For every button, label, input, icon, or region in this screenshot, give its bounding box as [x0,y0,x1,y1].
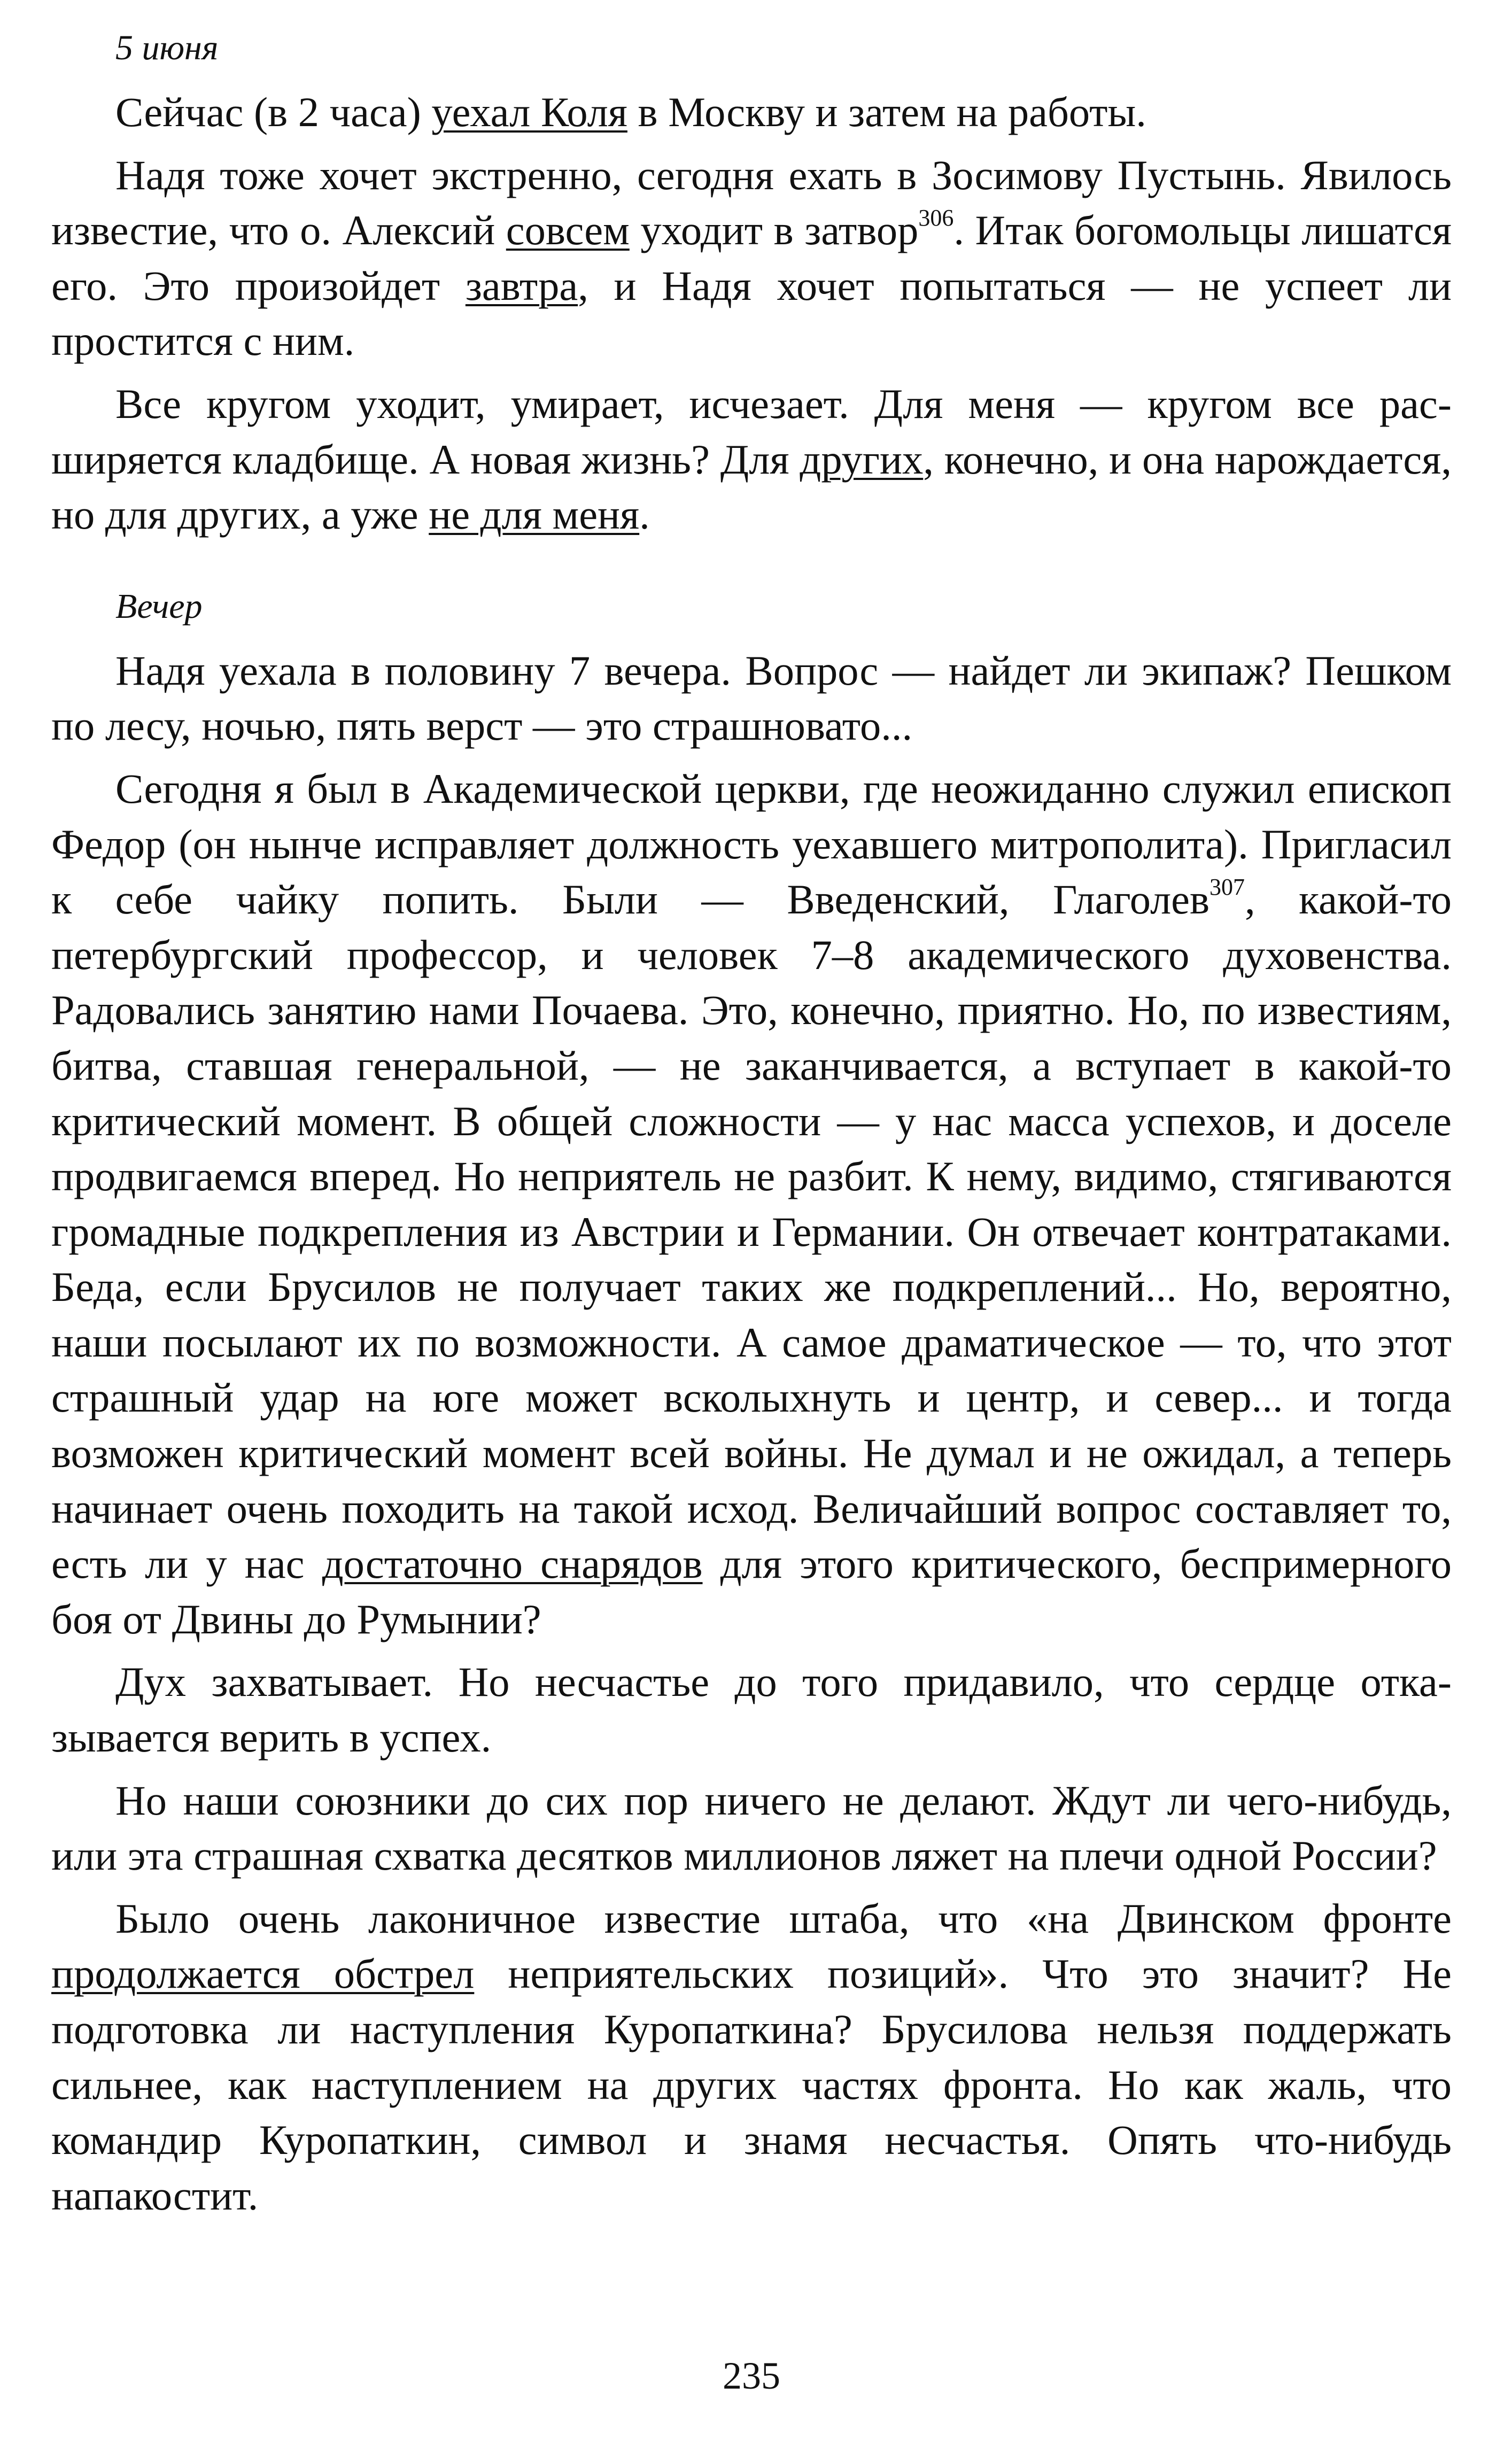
text-run: уходит в затвор [629,207,919,254]
text-run: Дух захватывает. Но несчастье до того придавило, что сердце отказывается верить в успех. [51,1658,1452,1761]
text-run: Надя уехала в половину 7 вечера. Вопрос — найдет ли экипаж? Пешком по лесу, ночью, пять верст — это страшновато... [51,647,1452,749]
text-run: Сегодня я был в Академической церкви, где неожиданно служил епископ Федор (он нынче исправляет должность уехавшего митрополита). Пригласил к себе чайку попить. Были — Введенский, Глаголев [51,765,1452,923]
text-run: Надя тоже хочет экстренно, сегодня ехать в Зосимову Пустынь. Явилось известие, что о. Алексий [51,151,1452,254]
diary-entry-june-5 [51,21,1452,542]
underlined-text: достаточно снарядов [322,1540,703,1587]
paragraph [51,1654,1452,1765]
underlined-text: завтра [465,262,578,309]
underlined-text: уехал Коля [431,89,627,135]
text-run: , и Надя хочет попытаться — не успеет ли простится с ним. [51,262,1452,365]
entry-time-heading: Вечер [115,586,203,626]
paragraph [51,643,1452,754]
text-run: , какой-то петербургский профессор, и человек 7–8 академического духовенства. Радовались занятию нами Почаева. Это, конечно, приятно. Но, по известиям, битва, ставшая генеральной, — не заканчивается, а вступает в какой-то критический момент. В общей сложности — у нас масса успехов, и доселе продвигаемся вперед. Но неприятель не разбит. К нему, видимо, стягиваются громадные подкрепления из Австрии и Германии. Он отвечает контратаками. Беда, если Брусилов не получает таких же подкреплений... Но, вероятно, наши посылают их по возможности. А самое драматическое — то, что этот страшный удар на юге может всколыхнуть и центр, и север... и тогда возможен критический момент всей войны. Не думал и не ожидал, а теперь начинает очень походить на такой исход. Величайший вопрос составляет то, есть ли у нас [51,876,1452,1587]
paragraph [51,376,1452,542]
paragraph [51,1891,1452,2223]
paragraph [51,761,1452,1647]
entry-date-heading: 5 июня [115,28,219,67]
book-page [51,21,1452,2427]
text-run: Все кругом уходит, умирает, исчезает. Для меня — кругом все расширяется кладбище. А новая жизнь? Для [51,380,1452,483]
underlined-text: продолжается обстрел [51,1950,475,1997]
text-run: . [639,491,650,538]
diary-entry-evening [51,580,1452,2223]
paragraph [51,1773,1452,1884]
page-number: 235 [723,2354,780,2397]
underlined-text: не для меня [429,491,640,538]
text-run: Было очень лаконичное известие штаба, что «на Двинском фронте [115,1895,1452,1942]
footnote-ref: 307 [1209,873,1245,900]
text-run: . Итак богомольцы лишатся его. Это произойдет [51,207,1452,309]
text-run: неприятельских позиций». Что это значит? Не подготовка ли наступления Куропаткина? Брусилова нельзя поддержать сильнее, как наступлением на других частях фронта. Но как жаль, что командир Куропаткин, символ и знамя несчастья. Опять что-нибудь напакостит. [51,1950,1452,2219]
text-run: , конечно, и она нарождается, но для других, а уже [51,436,1452,538]
paragraph [51,148,1452,369]
underlined-text: совсем [506,207,630,254]
text-run: Но наши союзники до сих пор ничего не делают. Ждут ли чего-нибудь, или эта страшная схватка десятков миллионов ляжет на плечи одной России? [51,1777,1452,1879]
text-run: для этого критического, беспримерного боя от Двины до Румынии? [51,1540,1452,1642]
footnote-ref: 306 [918,205,954,231]
underlined-text: других [800,436,924,483]
paragraph [51,84,1452,140]
text-run: в Москву и затем на работы. [627,89,1146,135]
text-run: Сейчас (в 2 часа) [115,89,432,135]
